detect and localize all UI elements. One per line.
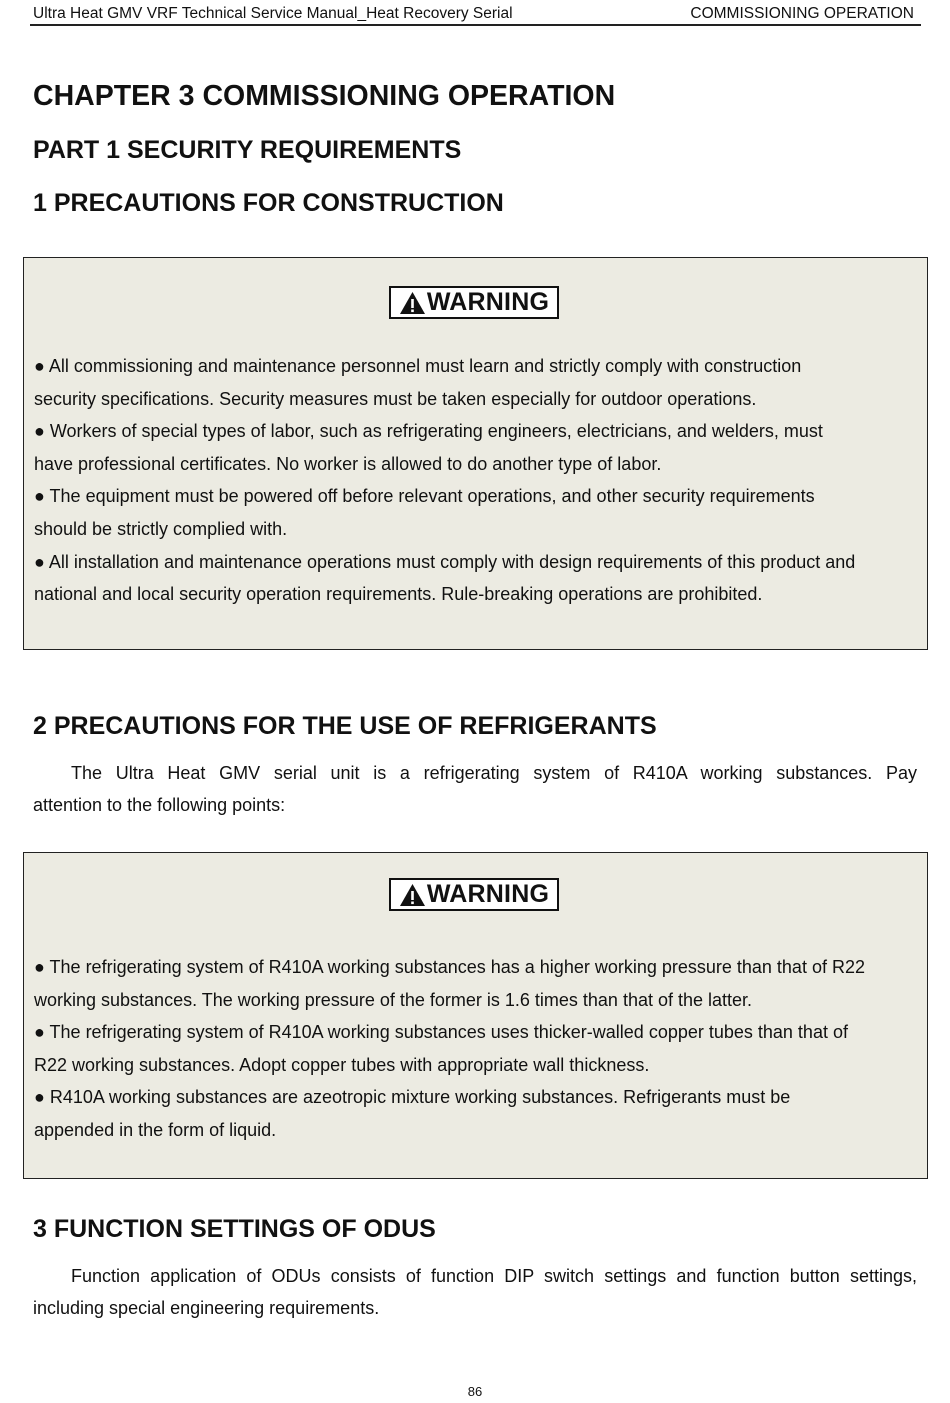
warning-label: WARNING [426, 880, 550, 908]
warning-text-line: ● Workers of special types of labor, such as refrigerating engineers, electricians, and welders, must [34, 421, 823, 442]
warning-text-line: working substances. The working pressure of the former is 1.6 times than that of the latter. [34, 989, 753, 1010]
warning-badge [389, 286, 559, 319]
section3-intro-line: Function application of ODUs consists of function DIP switch settings and function button settings, [71, 1266, 917, 1286]
warning-box-2 [23, 852, 928, 1179]
warning-text-line: should be strictly complied with. [34, 519, 288, 539]
warning-text-line: ● All installation and maintenance operations must comply with design requirements of this product and [34, 551, 856, 572]
page-number: 86 [467, 1384, 483, 1399]
part-title: PART 1 SECURITY REQUIREMENTS [33, 136, 462, 164]
section1-title: 1 PRECAUTIONS FOR CONSTRUCTION [33, 189, 504, 217]
header-title: Ultra Heat GMV VRF Technical Service Manual_Heat Recovery Serial [33, 5, 513, 22]
warning-text-line: ● The refrigerating system of R410A working substances uses thicker-walled copper tubes than that of [34, 1022, 848, 1043]
warning-text-line: ● All commissioning and maintenance personnel must learn and strictly comply with construction [34, 356, 802, 376]
section2-intro-line: attention to the following points: [33, 795, 286, 815]
warning-text-line: appended in the form of liquid. [34, 1120, 277, 1140]
header-rule [30, 24, 921, 26]
warning-text-line: ● The refrigerating system of R410A working substances has a higher working pressure than that of R22 [34, 957, 865, 977]
warning-triangle-icon [399, 291, 426, 315]
header-section: COMMISSIONING OPERATION [690, 5, 914, 22]
warning-text-line: ● R410A working substances are azeotropic mixture working substances. Refrigerants must be [34, 1087, 791, 1108]
warning-label: WARNING [426, 288, 550, 316]
warning-text-line: ● The equipment must be powered off before relevant operations, and other security requirements [34, 486, 815, 507]
warning-text-line: national and local security operation requirements. Rule-breaking operations are prohibited. [34, 584, 763, 605]
chapter-title: CHAPTER 3 COMMISSIONING OPERATION [33, 80, 616, 112]
warning-text-line: have professional certificates. No worker is allowed to do another type of labor. [34, 453, 662, 474]
section2-intro-line: The Ultra Heat GMV serial unit is a refrigerating system of R410A working substances. Pay [71, 763, 917, 783]
warning-triangle-icon [399, 883, 426, 907]
warning-text-line: security specifications. Security measures must be taken especially for outdoor operations. [34, 388, 757, 409]
warning-box-1 [23, 257, 928, 650]
section2-title: 2 PRECAUTIONS FOR THE USE OF REFRIGERANTS [33, 712, 657, 740]
warning-text-line: R22 working substances. Adopt copper tubes with appropriate wall thickness. [34, 1054, 650, 1075]
warning-badge [389, 878, 559, 911]
section3-title: 3 FUNCTION SETTINGS OF ODUS [33, 1215, 436, 1243]
section3-intro-line: including special engineering requirements. [33, 1298, 380, 1318]
